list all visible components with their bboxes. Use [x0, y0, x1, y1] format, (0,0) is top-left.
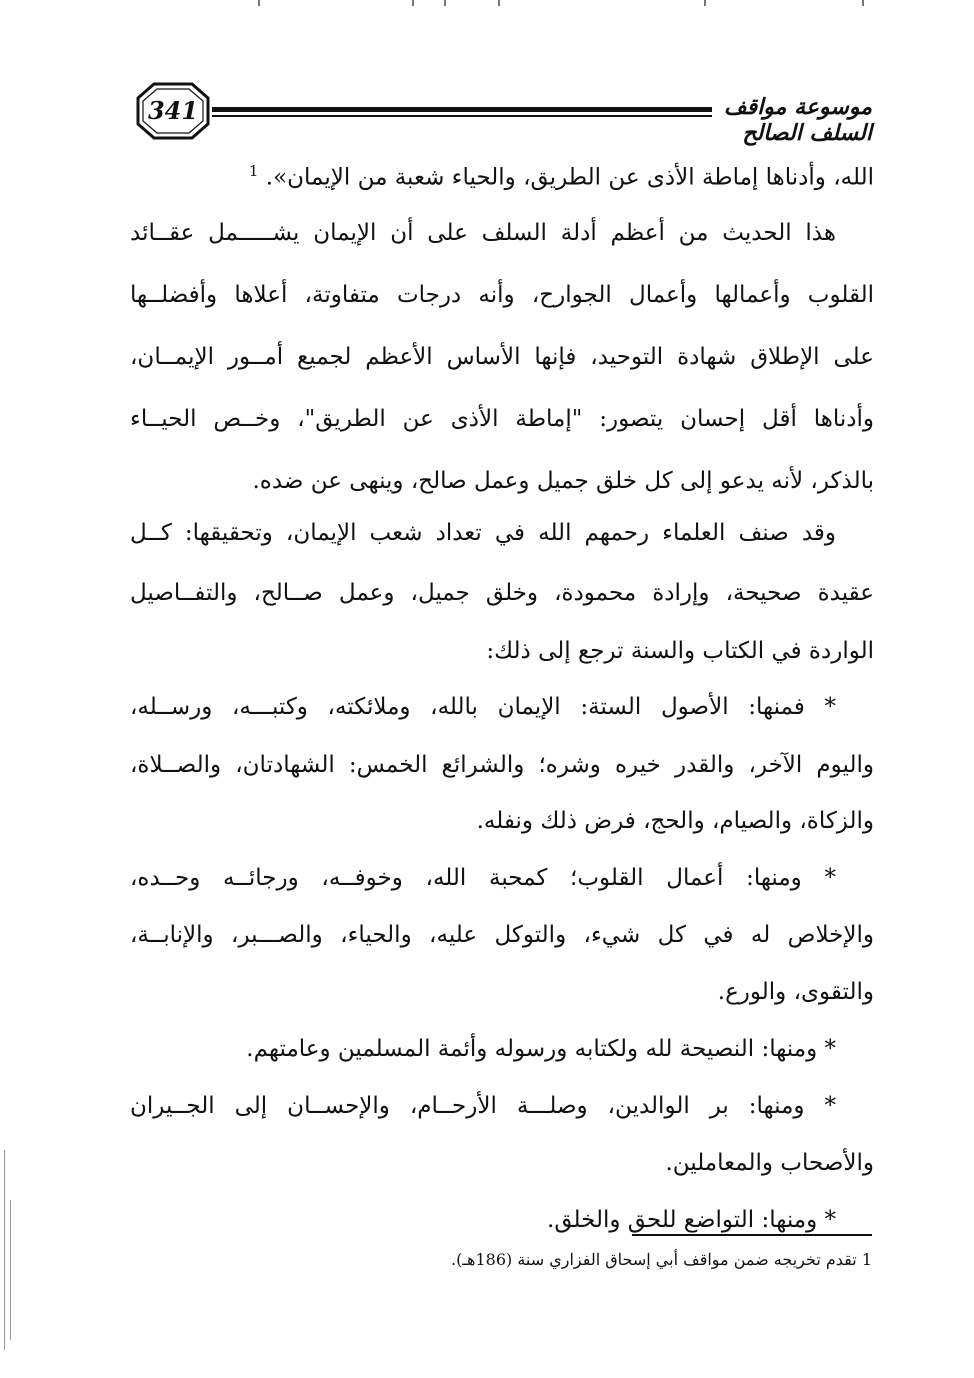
text-line: هذا الحديث من أعظم أدلة السلف على أن الإيمان يشـــــمل عقــائد [130, 220, 836, 246]
footnote-separator [632, 1234, 872, 1236]
text-line: وأدناها أقل إحسان يتصور: "إماطة الأذى عن الطريق"، وخــص الحيــاء [130, 406, 874, 432]
text-line: * ومنها: بر الوالدين، وصلـــة الأرحــام، والإحســان إلى الجــيران [130, 1093, 836, 1119]
book-title: موسوعة مواقف السلف الصالح [723, 94, 872, 146]
text-line: والتقوى، والورع. [717, 979, 874, 1005]
text-line: على الإطلاق شهادة التوحيد، فإنها الأساس الأعظم لجميع أمــور الإيمــان، [130, 344, 874, 370]
text-line: والزكاة، والصيام، والحج، فرض ذلك ونفله. [476, 808, 874, 834]
text-line: عقيدة صحيحة، وإرادة محمودة، وخلق جميل، وعمل صــالح، والتفــاصيل [130, 580, 874, 606]
text-line: * ومنها: أعمال القلوب؛ كمحبة الله، وخوفــه، ورجائــه وحــده، [130, 865, 836, 891]
scan-edge-line [10, 1200, 11, 1340]
page-number: 341 [147, 96, 199, 125]
scan-edge-line [4, 1150, 5, 1350]
text-line: القلوب وأعمالها وأعمال الجوارح، وأنه درجات متفاوتة، أعلاها وأفضلــها [130, 282, 874, 308]
page-number-badge [136, 82, 210, 140]
footnote-reference: 1 [248, 162, 259, 180]
footnote [272, 1246, 872, 1274]
text-line: الواردة في الكتاب والسنة ترجع إلى ذلك: [486, 638, 874, 664]
text-line: * ومنها: النصيحة لله ولكتابه ورسوله وأئمة المسلمين وعامتهم. [246, 1036, 836, 1062]
footnote-number: 1 [861, 1250, 872, 1269]
text-line: والأصحاب والمعاملين. [665, 1150, 874, 1176]
line-text: الله، وأدناها إماطة الأذى عن الطريق، والحياء شعبة من الإيمان». [265, 164, 874, 191]
header-rule [212, 107, 712, 119]
footnote-text: تقدم تخريجه ضمن مواقف أبي إسحاق الفزاري سنة (186هـ). [451, 1250, 857, 1269]
text-line: واليوم الآخر، والقدر خيره وشره؛ والشرائع الخمس: الشهادتان، والصــلاة، [130, 752, 874, 778]
text-line: * ومنها: التواضع للحق والخلق. [547, 1207, 836, 1233]
text-line [130, 145, 874, 197]
text-line: بالذكر، لأنه يدعو إلى كل خلق جميل وعمل صالح، وينهى عن ضده. [252, 468, 874, 494]
text-line: * فمنها: الأصول الستة: الإيمان بالله، وملائكته، وكتبـــه، ورســله، [130, 694, 836, 720]
text-line: وقد صنف العلماء رحمهم الله في تعداد شعب الإيمان، وتحقيقها: كــل [130, 520, 836, 546]
page-header [128, 74, 872, 154]
scan-artifacts-top [0, 0, 974, 6]
text-line: والإخلاص له في كل شيء، والتوكل عليه، والحياء، والصـــبر، والإنابــة، [130, 922, 874, 948]
